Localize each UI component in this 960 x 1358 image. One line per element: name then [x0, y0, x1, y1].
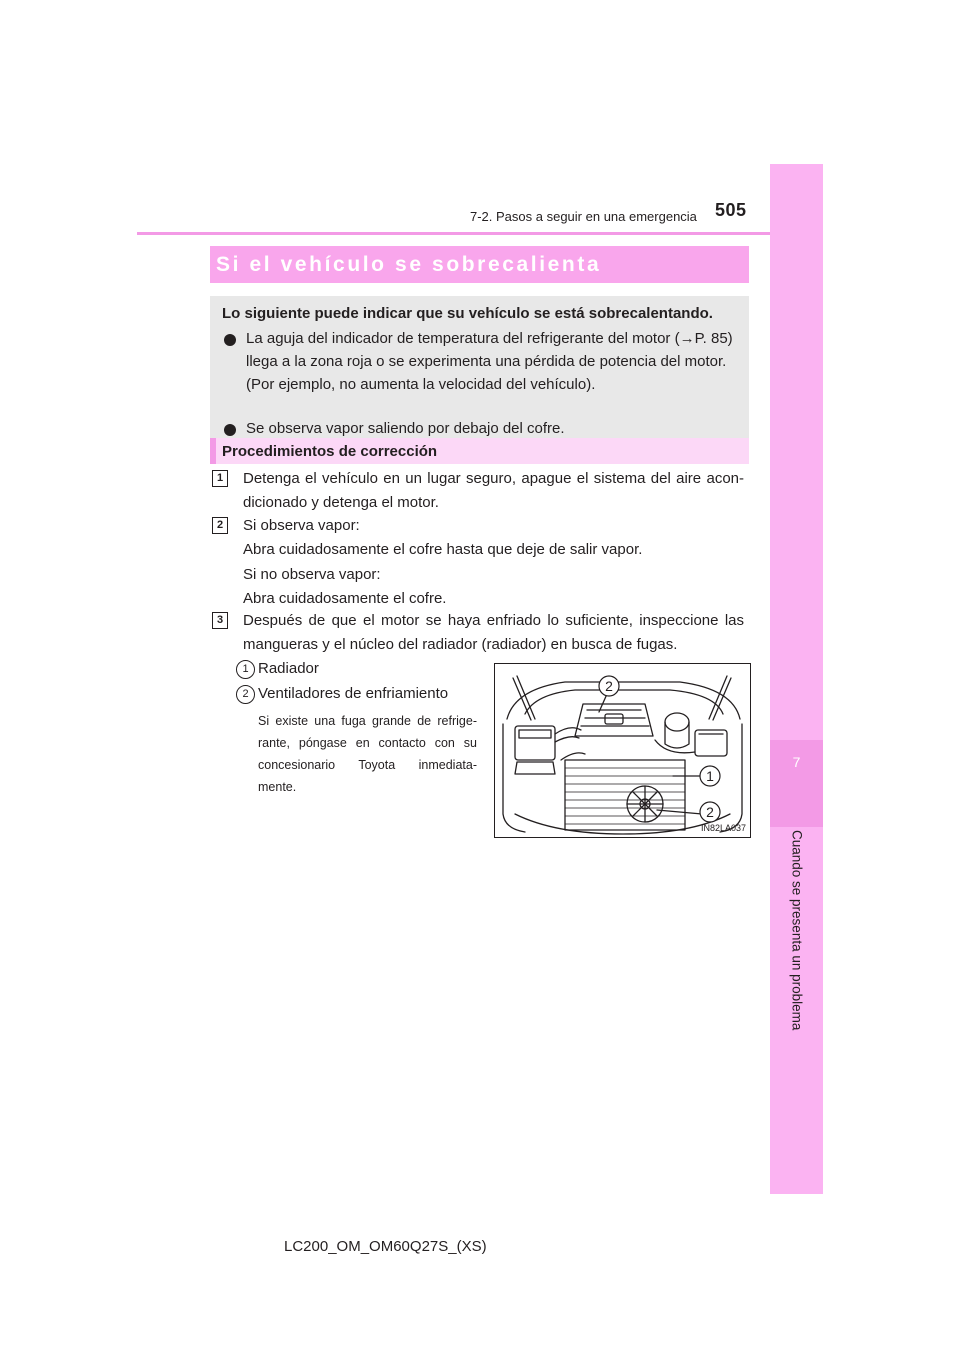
step-3-line-1: Después de que el motor se haya enfriado lo suficiente, inspeccione las — [243, 612, 744, 629]
running-header-section: 7-2. Pasos a seguir en una emergencia — [470, 209, 697, 224]
chapter-side-tab — [770, 164, 823, 1194]
engine-bay-illustration — [494, 663, 751, 838]
callout-label-radiator: Radiador — [258, 660, 319, 677]
intro-bullet-1-line-1: La aguja del indicador de temperatura del refrigerante del motor (→P. 85) — [246, 330, 733, 347]
step-2-line-1: Si observa vapor: — [243, 517, 360, 534]
engine-bay-drawing — [495, 664, 750, 837]
step-number-box: 2 — [212, 517, 228, 534]
chapter-number: 7 — [792, 754, 801, 770]
section-heading-marker — [210, 438, 216, 464]
chapter-title: Cuando se presenta un problema — [789, 830, 805, 1031]
bullet-dot — [224, 424, 236, 436]
step-2-line-2: Abra cuidadosamente el cofre hasta que deje de salir vapor. — [243, 541, 643, 558]
intro-heading: Lo siguiente puede indicar que su vehículo se está sobrecalentando. — [222, 305, 713, 322]
bullet-dot — [224, 334, 236, 346]
callout-number: 1 — [236, 660, 255, 679]
figure-label: 2 — [605, 678, 613, 694]
note-line-4: mente. — [258, 780, 297, 794]
section-heading: Procedimientos de corrección — [222, 443, 438, 460]
step-2-line-3: Si no observa vapor: — [243, 566, 381, 583]
intro-bullet-2-line-1: Se observa vapor saliendo por debajo del cofre. — [246, 420, 565, 437]
step-number-box: 1 — [212, 470, 228, 487]
step-3-line-2: mangueras y el núcleo del radiador (radiador) en busca de fugas. — [243, 636, 678, 653]
step-2-line-4: Abra cuidadosamente el cofre. — [243, 590, 447, 607]
note-line-3: concesionario Toyota inmediata- — [258, 758, 477, 772]
step-1-line-2: dicionado y detenga el motor. — [243, 494, 439, 511]
page-title: Si el vehículo se sobrecalienta — [216, 253, 602, 276]
intro-bullet-1-line-3: (Por ejemplo, no aumenta la velocidad del vehículo). — [246, 376, 596, 393]
figure-label: 2 — [706, 804, 714, 820]
callout-number: 2 — [236, 685, 255, 704]
note-line-2: rante, póngase en contacto con su — [258, 736, 477, 750]
note-line-1: Si existe una fuga grande de refrige- — [258, 714, 477, 728]
page-number: 505 — [715, 200, 747, 220]
figure-label: 1 — [706, 768, 714, 784]
intro-bullet-1-line-2: llega a la zona roja o se experimenta una pérdida de potencia del motor. — [246, 353, 727, 370]
header-rule — [137, 232, 823, 235]
callout-label-fans: Ventiladores de enfriamiento — [258, 685, 449, 702]
step-number-box: 3 — [212, 612, 228, 629]
step-1-line-1: Detenga el vehículo en un lugar seguro, apague el sistema del aire acon- — [243, 470, 744, 487]
footer-code: LC200_OM_OM60Q27S_(XS) — [284, 1238, 487, 1255]
figure-code: IN82LA037 — [701, 823, 747, 833]
